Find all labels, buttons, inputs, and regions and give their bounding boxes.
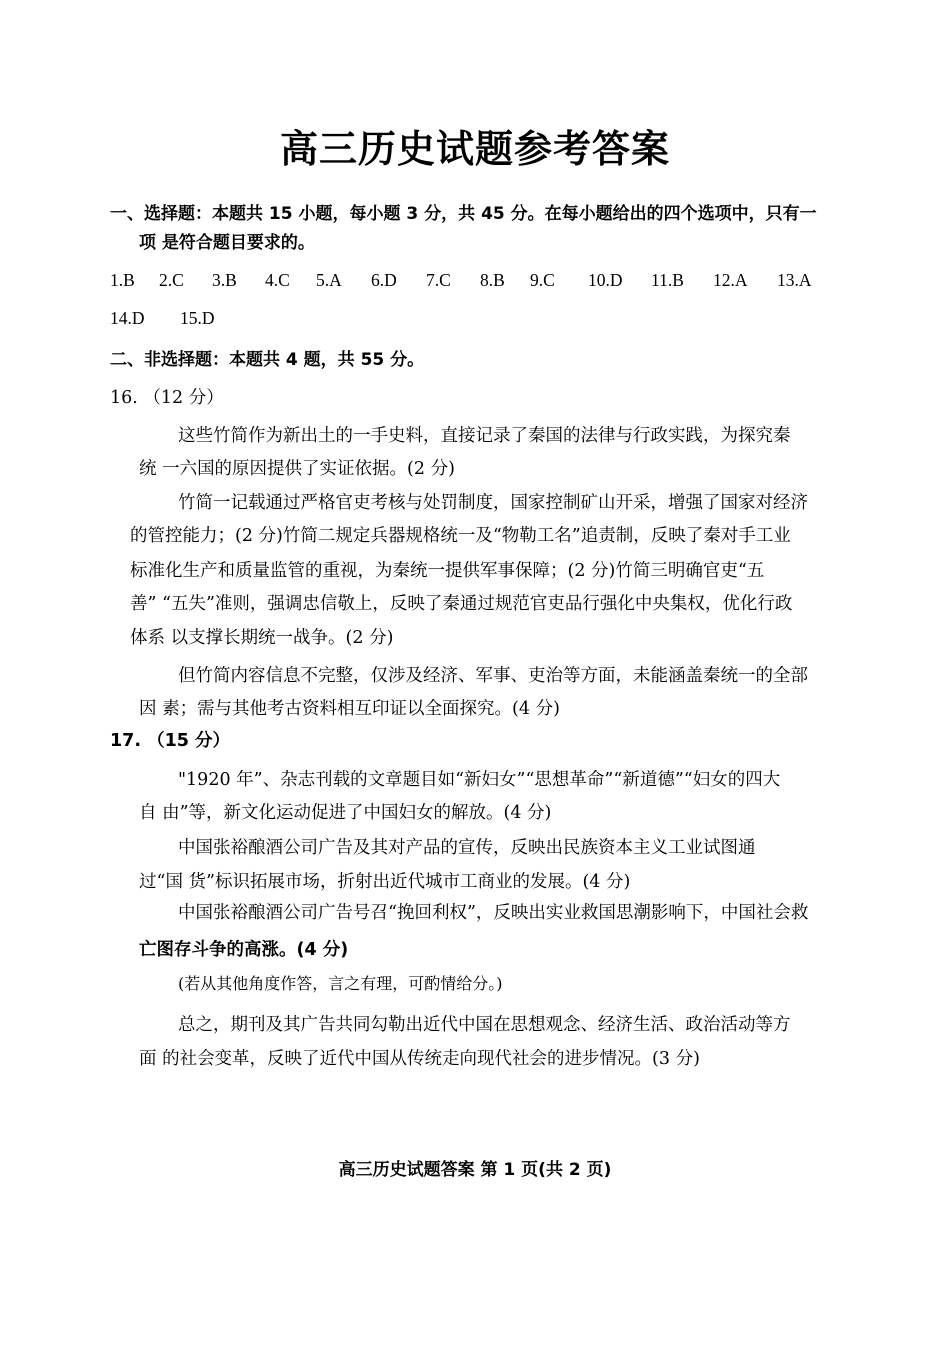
q17-line-6: 亡图存斗争的高涨。(4 分) xyxy=(139,940,349,960)
answer-6: 6.D xyxy=(371,270,397,290)
q16-line-9: 因 素；需与其他考古资料相互印证以全面探究。(4 分) xyxy=(139,699,560,719)
q17-line-1: "1920 年”、杂志刊载的文章题目如“新妇女”“思想革命”“新道德”“妇女的四大 xyxy=(178,770,781,790)
q16-line-6: 善” “五失”准则，强调忠信敬上，反映了秦通过规范官吏品行强化中央集权，优化行政 xyxy=(130,594,793,614)
answer-7: 7.C xyxy=(426,270,451,290)
answer-4: 4.C xyxy=(265,270,290,290)
q16-line-3: 竹简一记载通过严格官吏考核与处罚制度，国家控制矿山开采，增强了国家对经济 xyxy=(178,493,808,513)
q17-line-9: 面 的社会变革，反映了近代中国从传统走向现代社会的进步情况。(3 分) xyxy=(139,1049,700,1069)
q16-line-7: 体系 以支撑长期统一战争。(2 分) xyxy=(130,628,394,648)
q17-line-8: 总之，期刊及其广告共同勾勒出近代中国在思想观念、经济生活、政治活动等方 xyxy=(178,1015,791,1035)
page-title: 高三历史试题参考答案 xyxy=(279,127,670,171)
q17-line-4: 过“国 货”标识拓展市场，折射出近代城市工商业的发展。(4 分) xyxy=(139,872,631,892)
answer-13: 13.A xyxy=(777,270,812,290)
q17-line-5: 中国张裕酿酒公司广告号召“挽回利权”，反映出实业救国思潮影响下，中国社会救 xyxy=(178,903,809,923)
answer-14: 14.D xyxy=(110,308,145,328)
q17-header: 17. （15 分） xyxy=(110,731,231,751)
section1-heading-line1: 一、选择题：本题共 15 小题，每小题 3 分，共 45 分。在每小题给出的四个选项中，只有一 xyxy=(110,204,817,224)
q16-line-8: 但竹简内容信息不完整，仅涉及经济、军事、吏治等方面，未能涵盖秦统一的全部 xyxy=(178,666,808,686)
q16-line-2: 统 一六国的原因提供了实证依据。(2 分) xyxy=(139,459,455,479)
q16-line-5: 标准化生产和质量监管的重视，为秦统一提供军事保障；(2 分)竹简三明确官吏“五 xyxy=(130,561,765,581)
q17-line-2: 自 由”等，新文化运动促进了中国妇女的解放。(4 分) xyxy=(139,803,552,823)
answer-5: 5.A xyxy=(316,270,342,290)
answer-1: 1.B xyxy=(110,270,135,290)
page-footer: 高三历史试题答案 第 1 页(共 2 页) xyxy=(338,1160,612,1180)
q16-header: 16. （12 分） xyxy=(110,388,224,408)
q17-note: (若从其他角度作答，言之有理，可酌情给分。) xyxy=(178,974,503,993)
answer-3: 3.B xyxy=(212,270,237,290)
section2-heading: 二、非选择题：本题共 4 题，共 55 分。 xyxy=(110,350,425,370)
answer-12: 12.A xyxy=(713,270,748,290)
q16-line-4: 的管控能力；(2 分)竹简二规定兵器规格统一及“物勒工名”追责制，反映了秦对手工业 xyxy=(130,526,791,546)
answer-2: 2.C xyxy=(159,270,184,290)
answer-11: 11.B xyxy=(651,270,684,290)
answer-15: 15.D xyxy=(180,308,215,328)
answer-9: 9.C xyxy=(530,270,555,290)
answer-10: 10.D xyxy=(588,270,623,290)
section1-heading-line2: 项 是符合题目要求的。 xyxy=(139,233,315,253)
answer-8: 8.B xyxy=(480,270,505,290)
q16-line-1: 这些竹简作为新出土的一手史料，直接记录了秦国的法律与行政实践，为探究秦 xyxy=(178,426,791,446)
q17-line-3: 中国张裕酿酒公司广告及其对产品的宣传，反映出民族资本主义工业试图通 xyxy=(178,838,756,858)
